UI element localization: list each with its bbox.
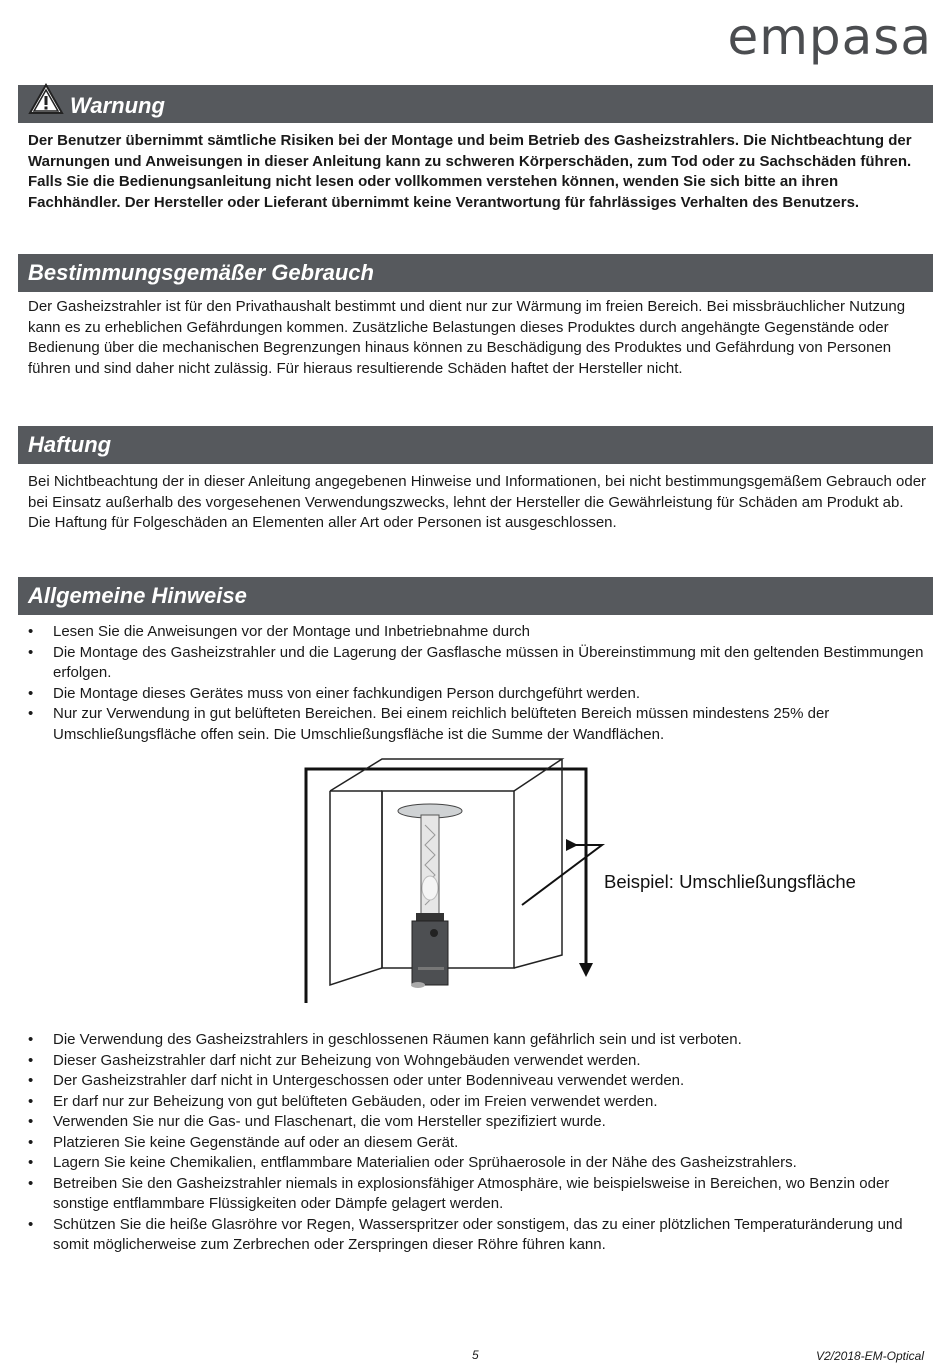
list-item: • Die Montage des Gasheizstrahler und die Lagerung der Gasflasche müssen in Übereinstimmung mit den geltenden Bestimmungen erfolgen. xyxy=(28,643,928,684)
list-item: • Lagern Sie keine Chemikalien, entflammbare Materialien oder Sprühaerosole in der Nähe des Gasheizstrahlers. xyxy=(28,1153,928,1174)
warning-triangle-icon xyxy=(28,83,64,127)
list-item: • Dieser Gasheizstrahler darf nicht zur Beheizung von Wohngebäuden verwendet werden. xyxy=(28,1051,928,1072)
liability-text: Bei Nichtbeachtung der in dieser Anleitung angegebenen Hinweise und Informationen, bei nicht bestimmungsgemäßem Gebrauch oder bei Einsatz außerhalb des vorgesehenen Verwendungszwecks, lehnt der Hersteller die Gewährleistung für Schäden am Produkt ab. Die Haftung für Folgeschäden an Elementen aller Art oder Personen ist ausgeschlossen. xyxy=(28,473,927,531)
list-item: • Schützen Sie die heiße Glasröhre vor Regen, Wasserspritzer oder sonstigem, das zu einer plötzlichen Temperaturänderung und somit möglicherweise zum Zerbrechen oder Zerspringen dieser Röhre führen kann. xyxy=(28,1215,928,1256)
general-notes-list-bottom xyxy=(28,1030,928,1256)
document-version: V2/2018-EM-Optical xyxy=(815,1349,924,1363)
warning-title: Warnung xyxy=(70,92,165,118)
intended-use-header xyxy=(18,254,933,292)
list-item: • Verwenden Sie nur die Gas- und Flaschenart, die vom Hersteller spezifiziert wurde. xyxy=(28,1112,928,1133)
list-item: • Er darf nur zur Beheizung von gut belüfteten Gebäuden, oder im Freien verwendet werden. xyxy=(28,1092,928,1113)
list-item: • Nur zur Verwendung in gut belüfteten Bereichen. Bei einem reichlich belüfteten Bereich müssen mindestens 25% der Umschließungsfläche offen sein. Die Umschließungsfläche ist die Summe der Wandflächen. xyxy=(28,704,928,745)
list-item: • Die Verwendung des Gasheizstrahlers in geschlossenen Räumen kann gefährlich sein und ist verboten. xyxy=(28,1030,928,1051)
brand-logo: empasa xyxy=(727,8,932,66)
list-item: • Lesen Sie die Anweisungen vor der Montage und Inbetriebnahme durch xyxy=(28,622,928,643)
liability-header xyxy=(18,426,933,464)
list-item: • Die Montage dieses Gerätes muss von einer fachkundigen Person durchgeführt werden. xyxy=(28,684,928,705)
warning-text: Der Benutzer übernimmt sämtliche Risiken bei der Montage und beim Betrieb des Gasheizstrahlers. Die Nichtbeachtung der Warnungen und Anweisungen in dieser Anleitung kann zu schweren Körperschäden, zum Tod oder zu Sachschäden führen. Falls Sie die Bedienungsanleitung nicht lesen oder vollkommen verstehen können, wenden Sie sich bitte an ihren Fachhändler. Der Hersteller oder Lieferant übernimmt keine Verantwortung für fahrlässiges Verhalten des Benutzers. xyxy=(28,132,912,211)
general-notes-list-top xyxy=(28,622,928,745)
page-number: 5 xyxy=(472,1348,479,1362)
general-notes-header xyxy=(18,577,933,615)
intended-use-title: Bestimmungsgemäßer Gebrauch xyxy=(28,260,374,285)
list-item: • Der Gasheizstrahler darf nicht in Untergeschossen oder unter Bodenniveau verwendet werden. xyxy=(28,1071,928,1092)
list-item: • Platzieren Sie keine Gegenstände auf oder an diesem Gerät. xyxy=(28,1133,928,1154)
intended-use-text: Der Gasheizstrahler ist für den Privathaushalt bestimmt und dient nur zur Wärmung im freien Bereich. Bei missbräuchlicher Nutzung kann es zu erheblichen Gefährdungen kommen. Zusätzliche Belastungen dieses Produktes durch angehängte Gegenstände oder Bedienung über die mechanischen Begrenzungen hinaus können zu Beschädigung des Produktes und Gefährdung von Personen führen und sind daher nicht zulässig. Für hieraus resultierende Schäden haftet der Hersteller nicht. xyxy=(28,298,906,377)
patio-heater-icon xyxy=(398,804,462,988)
figure-caption: Beispiel: Umschließungsfläche xyxy=(604,871,856,892)
general-notes-title: Allgemeine Hinweise xyxy=(28,583,247,608)
warning-header xyxy=(18,85,933,123)
list-item: • Betreiben Sie den Gasheizstrahler niemals in explosionsfähiger Atmosphäre, wie beispielsweise in Bereichen, wo Benzin oder sonstige entflammbare Flüssigkeiten oder Dämpfe gelagert werden. xyxy=(28,1174,928,1215)
liability-title: Haftung xyxy=(28,432,112,457)
